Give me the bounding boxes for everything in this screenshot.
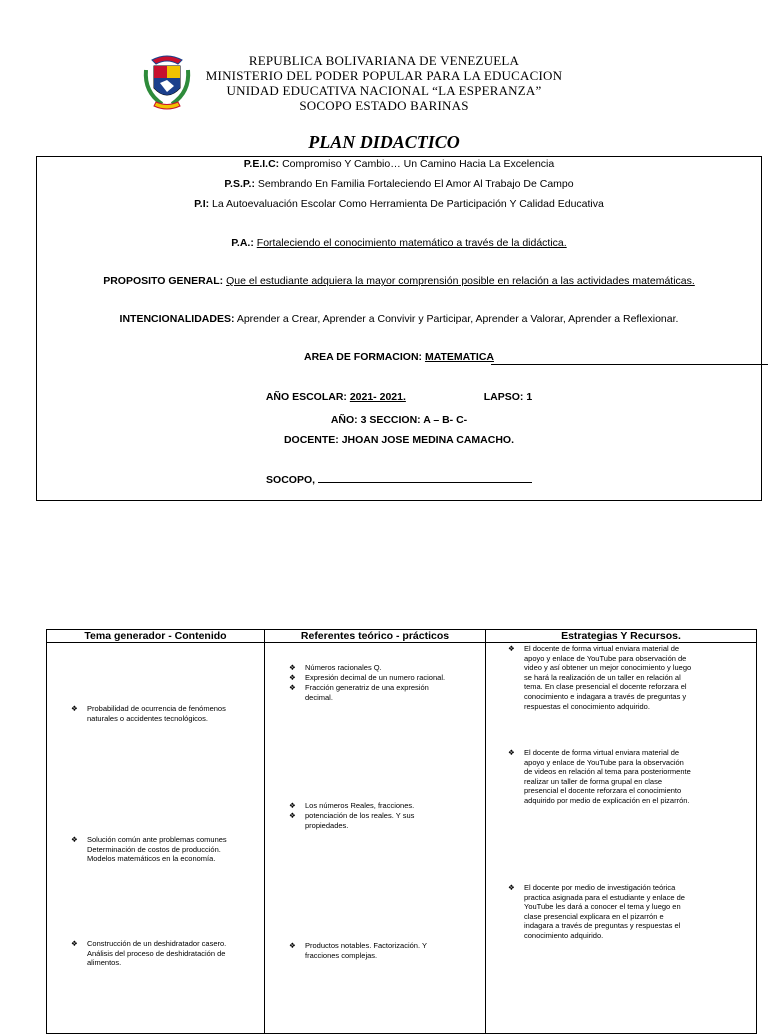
header-tema-generador: Tema generador - Contenido — [47, 630, 265, 643]
tema-item-3-line-3: alimentos. — [87, 958, 122, 968]
bullet-icon: ❖ — [71, 835, 78, 844]
estrategia-item-3-line-6: conocimiento adquirido. — [524, 930, 604, 940]
estrategia-item-2-line-5: presencial el docente reforzara el conocimiento — [524, 786, 682, 796]
pi-value: La Autoevaluación Escolar Como Herramienta De Participación Y Calidad Educativa — [212, 198, 604, 210]
bullet-icon: ❖ — [289, 673, 296, 682]
referentes-cell — [265, 643, 486, 1034]
estrategias-cell — [486, 643, 757, 1034]
psp-line — [37, 178, 761, 190]
estrategia-item-1-line-7: respuestas el conocimiento adquirido. — [524, 701, 650, 711]
anio-escolar-line — [37, 391, 761, 403]
referente-item-4-line-1: Los números Reales, fracciones. — [305, 801, 415, 810]
estrategia-item-2-line-3: de videos en relación al tema para posteriormente — [524, 767, 691, 777]
referente-item-5-line-1: potenciación de los reales. Y sus — [305, 811, 415, 820]
bullet-icon: ❖ — [508, 883, 515, 892]
estrategia-item-1-line-1: El docente de forma virtual enviara material de — [524, 644, 680, 653]
tema-item-1-line-1: Probabilidad de ocurrencia de fenómenos — [87, 704, 226, 713]
header-school: UNIDAD EDUCATIVA NACIONAL “LA ESPERANZA” — [226, 83, 542, 98]
pa-line — [37, 237, 761, 249]
estrategia-item-1-line-5: tema. En clase presencial el docente reforzara el — [524, 682, 687, 692]
bullet-icon: ❖ — [289, 683, 296, 692]
pa-value: Fortaleciendo el conocimiento matemático a través de la didáctica. — [256, 237, 567, 249]
estrategia-item-3-line-2: practica asignada para el estudiante y enlace de — [524, 892, 685, 902]
tema-item-2-line-3: Modelos matemáticos en la economía. — [87, 854, 216, 864]
peic-label: P.E.I.C: — [243, 158, 280, 170]
socopo-line — [37, 473, 761, 486]
bullet-icon: ❖ — [508, 748, 515, 757]
referente-item-6-line-2: fracciones complejas. — [305, 950, 378, 960]
estrategia-item-2 — [508, 748, 722, 806]
estrategia-item-2-line-4: realizar un taller de forma grupal en clase — [524, 776, 662, 786]
estrategia-item-3-line-1: El docente por medio de investigación teórica — [524, 883, 676, 892]
proposito-line — [37, 275, 761, 287]
estrategia-item-2-line-1: El docente de forma virtual enviara material de — [524, 748, 680, 757]
bullet-icon: ❖ — [71, 939, 78, 948]
tema-item-3-line-2: Análisis del proceso de deshidratación de — [87, 948, 226, 958]
estrategia-item-2-line-6: adquirido por medio de explicación en el pizarrón. — [524, 795, 690, 805]
pi-label: P.I: — [194, 198, 210, 210]
anio-seccion-line: AÑO: 3 SECCION: A – B- C- — [330, 414, 468, 426]
proposito-label: PROPOSITO GENERAL: — [103, 275, 224, 287]
tema-item-2-line-1: Solución común ante problemas comunes — [87, 835, 227, 844]
pa-label: P.A.: — [231, 237, 254, 249]
docente-line: DOCENTE: JHOAN JOSE MEDINA CAMACHO. — [283, 434, 515, 446]
tema-cell — [47, 643, 265, 1034]
tema-item-2 — [71, 835, 259, 864]
referente-item-1-line-1: Números racionales Q. — [305, 663, 382, 672]
peic-line — [37, 158, 761, 170]
intencionalidades-value: Aprender a Crear, Aprender a Convivir y Participar, Aprender a Valorar, Aprender a Reflexionar. — [236, 313, 679, 325]
area-value: MATEMATICA — [424, 351, 494, 363]
anio-escolar-value: 2021- 2021. — [349, 391, 406, 403]
estrategia-item-3-line-3: YouTube les dará a conocer el tema y luego en — [524, 902, 681, 912]
area-extension-line — [491, 364, 768, 365]
estrategia-item-1-line-2: apoyo y enlace de YouTube para observación de — [524, 653, 687, 663]
estrategia-item-1 — [508, 644, 722, 711]
referente-item-3-line-2: decimal. — [305, 692, 333, 702]
table-header-row — [47, 630, 757, 643]
pi-line — [37, 198, 761, 210]
tema-item-3 — [71, 939, 259, 968]
plan-table — [46, 629, 757, 1034]
referente-item-3-line-1: Fracción generatriz de una expresión — [305, 683, 429, 692]
estrategia-item-2-line-2: apoyo y enlace de YouTube para la observación — [524, 757, 684, 767]
area-label: AREA DE FORMACION: — [304, 351, 423, 363]
estrategia-item-1-line-6: conocimiento e indagara a través de preguntas y — [524, 691, 687, 701]
anio-escolar-label: AÑO ESCOLAR: — [265, 391, 347, 403]
referente-item-2-line-1: Expresión decimal de un numero racional. — [305, 673, 446, 682]
referente-item-3 — [289, 683, 477, 702]
proposito-value: Que el estudiante adquiera la mayor comprensión posible en relación a las actividades matemáticas. — [226, 275, 695, 287]
referente-item-2 — [289, 673, 477, 683]
header-republic: REPUBLICA BOLIVARIANA DE VENEZUELA — [248, 53, 520, 68]
tema-item-2-line-2: Determinación de costos de producción. — [87, 844, 221, 854]
referente-item-6-line-1: Productos notables. Factorización. Y — [305, 941, 428, 950]
referente-item-5-line-2: propiedades. — [305, 820, 349, 830]
tema-item-1-line-2: naturales o accidentes tecnológicos. — [87, 713, 208, 723]
referente-item-6 — [289, 941, 477, 960]
estrategia-item-3-line-5: indagara a través de preguntas y respuestas el — [524, 921, 681, 931]
intencionalidades-label: INTENCIONALIDADES: — [119, 313, 235, 325]
bullet-icon: ❖ — [508, 644, 515, 653]
bullet-icon: ❖ — [289, 663, 296, 672]
estrategia-item-1-line-3: video y así obtener un mejor conocimiento y luego — [524, 663, 692, 673]
estrategia-item-3-line-4: clase presencial explicara en el pizarrón e — [524, 911, 664, 921]
header-estrategias: Estrategias Y Recursos. — [486, 630, 757, 643]
tema-item-3-line-1: Construcción de un deshidratador casero. — [87, 939, 227, 948]
date-blank-line — [318, 473, 532, 483]
lapso-value: LAPSO: 1 — [483, 391, 533, 403]
header-referentes: Referentes teórico - prácticos — [265, 630, 486, 643]
peic-value: Compromiso Y Cambio… Un Camino Hacia La Excelencia — [282, 158, 555, 170]
referente-item-1 — [289, 663, 477, 673]
intencionalidades-line — [37, 313, 761, 325]
bullet-icon: ❖ — [289, 941, 296, 950]
bullet-icon: ❖ — [71, 704, 78, 713]
estrategia-item-1-line-4: se hará la realización de un taller en relación al — [524, 672, 681, 682]
estrategia-item-3 — [508, 883, 722, 941]
document-title: PLAN DIDACTICO — [308, 132, 460, 152]
bullet-icon: ❖ — [289, 801, 296, 810]
bullet-icon: ❖ — [289, 811, 296, 820]
referente-item-4 — [289, 801, 477, 811]
referente-item-5 — [289, 811, 477, 830]
area-line — [37, 351, 761, 363]
header-ministry: MINISTERIO DEL PODER POPULAR PARA LA EDUCACION — [205, 68, 563, 83]
header-location: SOCOPO ESTADO BARINAS — [299, 98, 469, 113]
tema-item-1 — [71, 704, 259, 723]
socopo-label: SOCOPO, — [266, 474, 316, 486]
psp-value: Sembrando En Familia Fortaleciendo El Amor Al Trabajo De Campo — [257, 178, 574, 190]
plan-info-box — [36, 156, 762, 501]
table-row — [47, 643, 757, 1034]
psp-label: P.S.P.: — [224, 178, 255, 190]
